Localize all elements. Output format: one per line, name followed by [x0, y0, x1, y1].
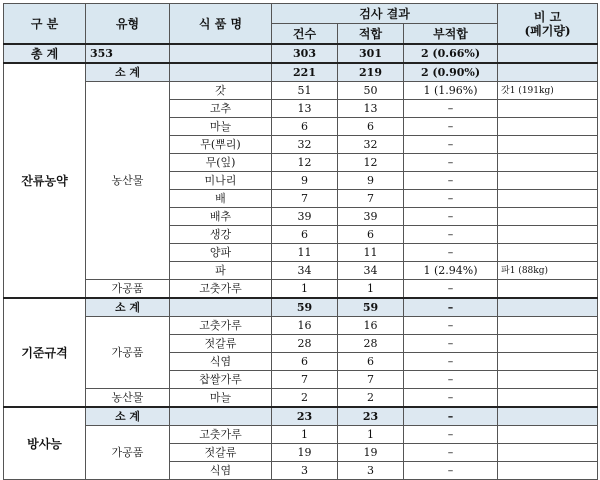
cell-pass: 3 [338, 462, 404, 480]
cell-pass: 2 [338, 389, 404, 408]
group-type: 농산물 [86, 82, 170, 280]
cell-pass: 19 [338, 444, 404, 462]
cell-count: 6 [272, 226, 338, 244]
cell-note [498, 154, 598, 172]
subtotal-count: 59 [272, 298, 338, 317]
cell-fail: – [404, 118, 498, 136]
cell-pass: 6 [338, 118, 404, 136]
cell-food: 찹쌀가루 [170, 371, 272, 389]
cell-fail: – [404, 136, 498, 154]
subtotal-fail: 2 (0.90%) [404, 63, 498, 82]
cell-note [498, 208, 598, 226]
cell-food: 무(뿌리) [170, 136, 272, 154]
cell-note [498, 371, 598, 389]
cell-count: 12 [272, 154, 338, 172]
table-row [4, 317, 598, 335]
cell-pass: 16 [338, 317, 404, 335]
cell-note [498, 426, 598, 444]
cell-food: 젓갈류 [170, 444, 272, 462]
cell-pass: 34 [338, 262, 404, 280]
group-type: 농산물 [86, 389, 170, 408]
cell-count: 7 [272, 190, 338, 208]
subtotal-label: 소 계 [86, 407, 170, 426]
header-type: 유형 [86, 4, 170, 45]
subtotal-label: 소 계 [86, 63, 170, 82]
total-count: 303 [272, 44, 338, 63]
cell-pass: 7 [338, 371, 404, 389]
table-row [4, 389, 598, 408]
cell-food: 식염 [170, 462, 272, 480]
cell-fail: – [404, 280, 498, 299]
section-category: 기준규격 [4, 298, 86, 407]
cell-fail: – [404, 100, 498, 118]
cell-food: 무(잎) [170, 154, 272, 172]
cell-count: 1 [272, 426, 338, 444]
cell-fail: – [404, 444, 498, 462]
cell-note [498, 226, 598, 244]
cell-count: 9 [272, 172, 338, 190]
cell-food: 젓갈류 [170, 335, 272, 353]
table-row [4, 426, 598, 444]
cell-count: 1 [272, 280, 338, 299]
cell-note [498, 462, 598, 480]
cell-food: 식염 [170, 353, 272, 371]
cell-fail: – [404, 244, 498, 262]
cell-count: 13 [272, 100, 338, 118]
group-type: 가공품 [86, 280, 170, 299]
table-row [4, 82, 598, 100]
subtotal-label: 소 계 [86, 298, 170, 317]
cell-count: 11 [272, 244, 338, 262]
cell-fail: – [404, 371, 498, 389]
cell-count: 6 [272, 353, 338, 371]
cell-note [498, 100, 598, 118]
inspection-table-container [3, 3, 598, 480]
section-category: 방사능 [4, 407, 86, 480]
cell-pass: 9 [338, 172, 404, 190]
header-pass: 적합 [338, 24, 404, 45]
cell-note [498, 280, 598, 299]
section-category: 잔류농약 [4, 63, 86, 298]
cell-count: 51 [272, 82, 338, 100]
cell-pass: 32 [338, 136, 404, 154]
cell-fail: – [404, 389, 498, 408]
group-type: 가공품 [86, 426, 170, 480]
cell-food: 양파 [170, 244, 272, 262]
cell-pass: 7 [338, 190, 404, 208]
total-label: 총 계 [4, 44, 86, 63]
cell-count: 2 [272, 389, 338, 408]
cell-fail: – [404, 462, 498, 480]
cell-fail: – [404, 317, 498, 335]
subtotal-note [498, 298, 598, 317]
header-count: 건수 [272, 24, 338, 45]
cell-fail: – [404, 154, 498, 172]
table-header [4, 4, 598, 45]
total-type-count: 353 [86, 44, 170, 63]
cell-food: 고춧가루 [170, 317, 272, 335]
cell-pass: 11 [338, 244, 404, 262]
cell-count: 32 [272, 136, 338, 154]
cell-food: 고춧가루 [170, 280, 272, 299]
cell-note [498, 172, 598, 190]
cell-food: 고춧가루 [170, 426, 272, 444]
total-note [498, 44, 598, 63]
cell-note [498, 244, 598, 262]
cell-fail: – [404, 426, 498, 444]
subtotal-food-empty [170, 298, 272, 317]
cell-note [498, 353, 598, 371]
header-food: 식 품 명 [170, 4, 272, 45]
cell-pass: 28 [338, 335, 404, 353]
subtotal-fail: – [404, 298, 498, 317]
cell-fail: 1 (1.96%) [404, 82, 498, 100]
cell-food: 파 [170, 262, 272, 280]
cell-note [498, 118, 598, 136]
subtotal-pass: 23 [338, 407, 404, 426]
subtotal-fail: – [404, 407, 498, 426]
cell-food: 미나리 [170, 172, 272, 190]
cell-pass: 6 [338, 226, 404, 244]
cell-count: 3 [272, 462, 338, 480]
header-result: 검사 결과 [272, 4, 498, 24]
cell-count: 28 [272, 335, 338, 353]
section-subtotal-row [4, 407, 598, 426]
cell-pass: 1 [338, 280, 404, 299]
cell-count: 39 [272, 208, 338, 226]
cell-note [498, 444, 598, 462]
cell-note [498, 136, 598, 154]
cell-note [498, 317, 598, 335]
cell-count: 19 [272, 444, 338, 462]
total-pass: 301 [338, 44, 404, 63]
table-row [4, 280, 598, 299]
total-fail: 2 (0.66%) [404, 44, 498, 63]
group-type: 가공품 [86, 317, 170, 389]
header-fail: 부적합 [404, 24, 498, 45]
cell-count: 16 [272, 317, 338, 335]
cell-fail: – [404, 190, 498, 208]
subtotal-food-empty [170, 407, 272, 426]
cell-pass: 12 [338, 154, 404, 172]
cell-fail: – [404, 353, 498, 371]
subtotal-food-empty [170, 63, 272, 82]
cell-food: 배 [170, 190, 272, 208]
cell-pass: 6 [338, 353, 404, 371]
subtotal-pass: 219 [338, 63, 404, 82]
total-row [4, 44, 598, 63]
cell-note [498, 389, 598, 408]
cell-count: 6 [272, 118, 338, 136]
cell-pass: 13 [338, 100, 404, 118]
cell-food: 생강 [170, 226, 272, 244]
subtotal-count: 221 [272, 63, 338, 82]
total-food-empty [170, 44, 272, 63]
cell-food: 배추 [170, 208, 272, 226]
subtotal-note [498, 63, 598, 82]
inspection-results-table [3, 3, 598, 480]
cell-fail: – [404, 172, 498, 190]
cell-fail: – [404, 335, 498, 353]
subtotal-pass: 59 [338, 298, 404, 317]
cell-note: 파1 (88kg) [498, 262, 598, 280]
cell-note [498, 335, 598, 353]
cell-note [498, 190, 598, 208]
cell-count: 7 [272, 371, 338, 389]
subtotal-count: 23 [272, 407, 338, 426]
cell-count: 34 [272, 262, 338, 280]
cell-pass: 50 [338, 82, 404, 100]
cell-pass: 1 [338, 426, 404, 444]
cell-pass: 39 [338, 208, 404, 226]
table-body [4, 44, 598, 480]
section-subtotal-row [4, 298, 598, 317]
cell-fail: – [404, 226, 498, 244]
cell-fail: – [404, 208, 498, 226]
cell-food: 마늘 [170, 389, 272, 408]
subtotal-note [498, 407, 598, 426]
section-subtotal-row [4, 63, 598, 82]
cell-fail: 1 (2.94%) [404, 262, 498, 280]
cell-note: 갓1 (191kg) [498, 82, 598, 100]
cell-food: 고추 [170, 100, 272, 118]
header-note: 비 고 (폐기량) [498, 4, 598, 45]
header-category: 구 분 [4, 4, 86, 45]
cell-food: 마늘 [170, 118, 272, 136]
cell-food: 갓 [170, 82, 272, 100]
